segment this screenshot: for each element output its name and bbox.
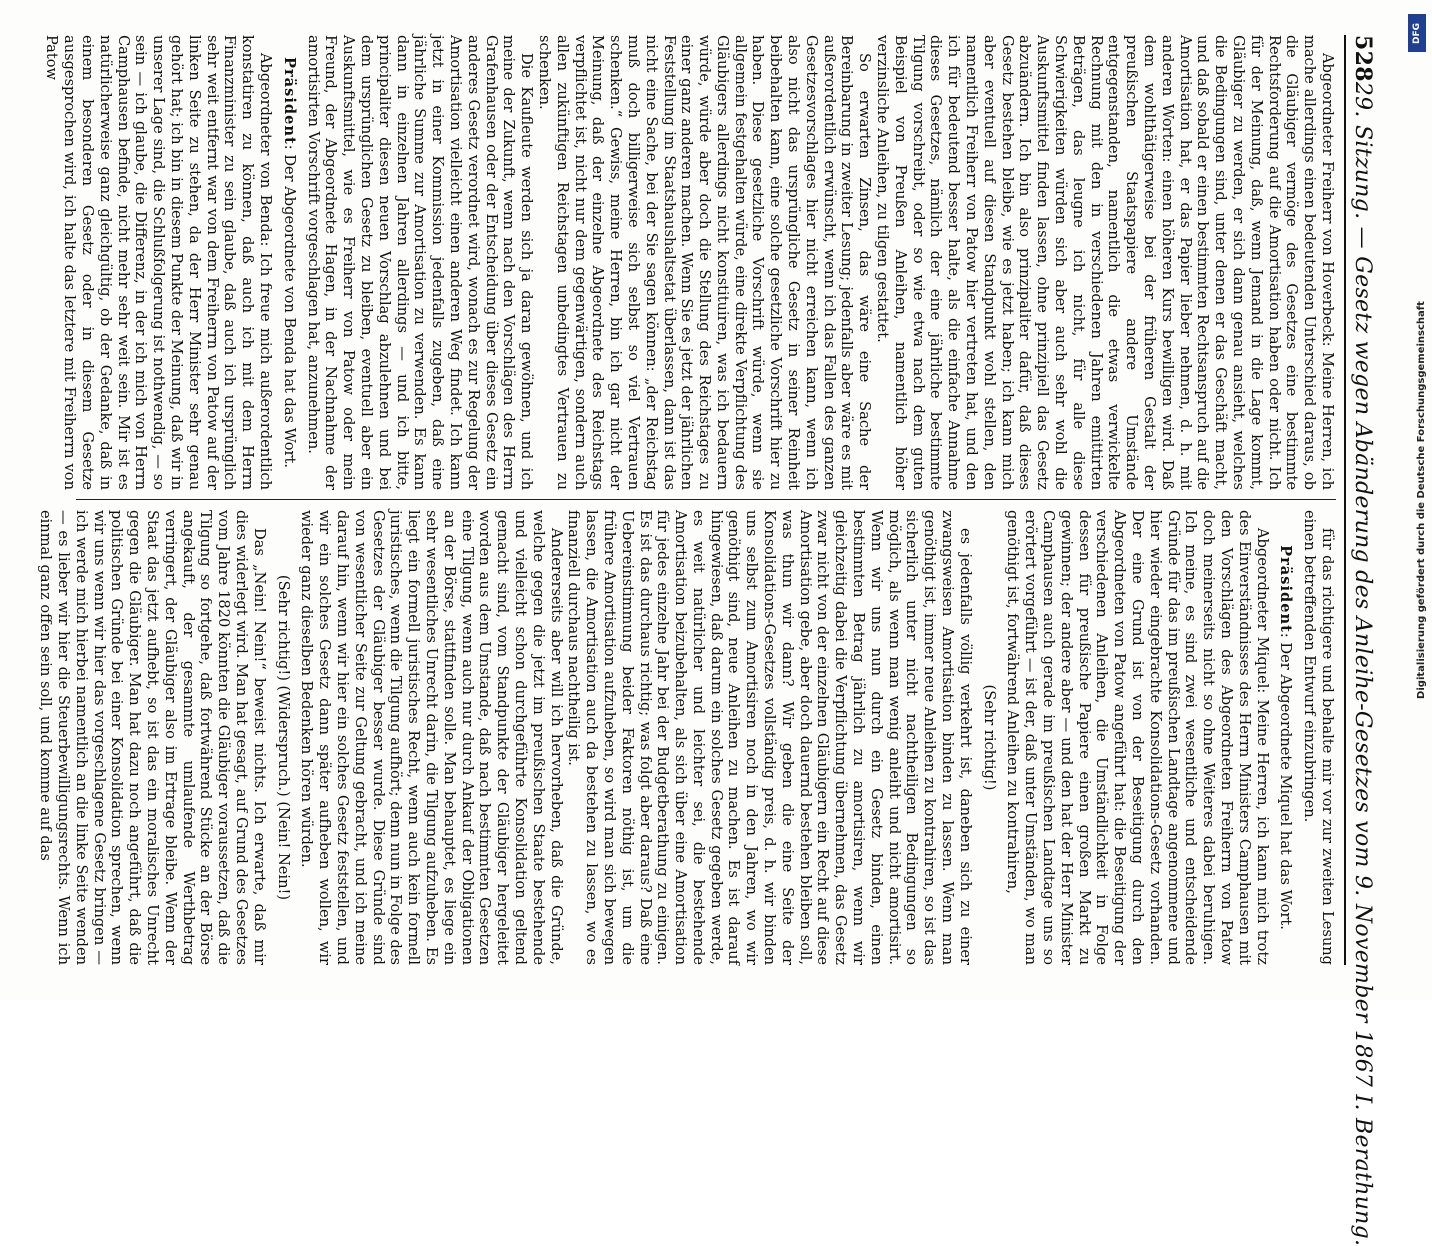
page-number: 528: [1350, 35, 1376, 82]
dfg-logo: DFG: [1408, 14, 1426, 52]
page-header: [1344, 35, 1380, 1246]
paragraph: [298, 510, 565, 965]
paragraph: [36, 510, 267, 965]
funding-footer: Digitalisierung gefördert durch die Deutsche Forschungsgemeinschaft: [1416, 301, 1427, 699]
paragraph: [565, 510, 974, 965]
running-title: 29. Sitzung. — Gesetz wegen Abänderung des Anleihe-Gesetzes vom 9. November 1867 I. Berathung.: [1350, 81, 1376, 1246]
paragraph-text: Abgeordneter Freiherr von Hoverbeck: Meine Herren, ich mache allerdings einen bedeutenden Unterschied daraus, ob die Gläubiger vermöge des Gesetzes eine bestimmte Rechtsforderung auf die Amortisation haben oder nicht. Ich für der Meinung, daß, wenn Jemand in die Lage kommt, Gläubiger zu werden, er sich dann genau ansieht, welches die Bedingungen sind, unter denen er das Geschäft macht, und daß sobald er einen bestimmten Rechtsanspruch auf die Amortisation hat, er das Papier lieber nehmen, d. h. mit anderen Worten: einen höheren Kurs bewilligen wird. Daß dem wohlthätigerweise bei der früheren Gestalt der preußischen Staatspapiere andere Umstände entgegenstanden, namentlich die etwas verwickelte Rechnung mit den in verschiedenen Jahren emittirten Beträgen, das leugne ich nicht, für alle diese Schwierigkeiten würden sich aber auch sehr wohl die Auskunftsmittel finden lassen, ohne prinzipiell das Gesetz abzuändern. Ich bin also prinzipaliter dafür, daß dieses Gesetz bestehen bleibe, wie es jetzt haben; ich kann mich aber eventuell auf diesen Standpunkt wohl stellen, den namentlich Freiherr von Patow hier vertreten hat, und den ich für bedeutend besser halte, als die einfache Annahme dieses Gesetzes, nämlich der eine jährliche bestimmte Tilgung vorschreibt, oder so wie etwa nach dem guten Beispiel von Preußen Anleihen, namentlich höher verzinsliche Anleihen, zu tilgen gestattet.: [874, 35, 1336, 490]
speaker-label: Präsident: [1277, 545, 1295, 633]
paragraph-text: (Sehr richtig!) (Widerspruch.) (Nein! Nein!): [274, 574, 292, 901]
left-column: [43, 35, 1336, 490]
paragraph-text: Der Abgeordnete von Benda hat das Wort.: [280, 154, 298, 468]
paragraph-text: Das „Nein! Nein!“ beweist nichts. Ich erwarte, daß mir dies widerlegt wird. Man hat gesagt, auf Grund des Gesetzes vom Jahre 1820 könnten die Gläubiger voraussetzen, daß die Tilgung so fortgehe, daß fortwährend Stücke an der Börse angekauft, der gesammte umlaufende Werthbetrag verringert, der Gläubiger also im Ertrage bleibe. Wenn der Staat das jetzt aufhebt, so ist das ein moralisches Unrecht gegen die Gläubiger. Man hat dazu noch angeführt, daß die politischen Gründe bei einer Konsolidation sprechen, wenn wir uns wenn wir hier das vorgeschlagene Gesetz bringen — ich werde mich hierbei namentlich an die linke Seite wenden — es lieber wir hier die Steuerbewilligungsrechts. Wenn ich einmal ganz offen sein soll, und komme auf das: [37, 510, 268, 965]
paragraph-text: (Sehr richtig!): [980, 684, 998, 791]
paragraph-text: Andererseits aber will ich hervorheben, daß die Gründe, welche gegen die jetzt im preußischen Staate bestehende und vielleicht schon durchgeführte Konsolidation geltend gemacht sind, vom Standpunkte der Gläubiger hergeleitet worden aus dem Umstande, daß nach bestimmten Gesetzen eine Tilgung, wenn auch nur durch Ankauf der Obligationen an der Börse, stattfinden solle. Man behauptet, es liege ein sehr wesentliches Unrecht darin, die Tilgung aufzuheben. Es liegt ein formell juristisches Recht, wenn auch kein formell juristisches, wenn die Tilgung aufhört; denn nun in Folge des Gesetzes der Gläubiger besser wurde. Diese Gründe sind von wesentlicher Seite zur Geltung gebracht, und ich meine darauf hin, wenn wir hier ein solches Gesetz feststellen, und wir ein solches Gesetz dann später aufheben wollen, wir wieder ganz dieselben Bedenken hören würden.: [298, 510, 565, 965]
paragraph: [1004, 510, 1271, 965]
paragraph: [43, 35, 274, 490]
paragraph-text: Abgeordneter Miquel: Meine Herren, ich kann mich trotz des Einverständnisses des Herrn Ministers Camphausen mit den Vorschlägen des Abgeordneten Freiherrn von Patow doch meinerseits nicht so ohne Weiteres dabei beruhigen. Ich meine, es sind zwei wesentliche und entscheidende Gründe für das im preußischen Landtage angenommene und hier wieder eingebrachte Konsolidations-Gesetz vorhanden. Der eine Grund ist von der Beseitigung durch den Abgeordneten von Patow angeführt hat: die Beseitigung der verschiedenen Anleihen, die Umständlichkeit in Folge dessen für preußische Papiere einen großen Markt zu gewinnen; der andere aber — und den hat der Herr Minister Camphausen auch gerade im preußischen Landtage uns so erörtert vorgeführt — ist der, daß unter Umständen, wo man genöthigt ist, fortwährend Anleihen zu kontrahiren,: [1004, 510, 1271, 965]
paragraph: [1300, 510, 1336, 965]
rotated-document-page: [37, 35, 1380, 1246]
paragraph-text: Abgeordneter von Benda: Ich freue mich außerordentlich konstatiren zu können, daß auch ich mit dem Herrn Finanzminister zu sein glaube, daß auch ich ursprünglich sehr weit entfernt war von dem Freiherrn von Patow auf der linken Seite zu stehen, da der Herr Minister sehr genau gehört hat; ich bin in diesem Punkte der Meinung, daß wir in unserer Lage sind, die Schlußfolgerung ist nothwendig, — so sein — ich glaube, die Differenz, in der ich mich von Herrn Camphausen befinde, nicht mehr sehr weit sein. Mir ist es natürlicherweise ganz gleichgültig, ob der Gedanke, daß in einem besonderen Gesetz oder in diesem Gesetze ausgesprochen wird, ich halte das letztere mit Freiherrn von Patow: [43, 35, 274, 490]
paragraph-text: So erwarten Zinsen, das wäre eine Sache der Bereinbarung in zweiter Lesung; jedenfalls aber wäre es mit außerordentlich erwünscht, wenn ich das Fallen des ganzen Gesetzesvorschlages hier nicht erreichen kann, wenn ich also nicht das ursprüngliche Gesetz in seiner Reinheit beibehalten kann, eine solche gesetzliche Vorschrift hier zu haben. Diese gesetzliche Vorschrift würde, wenn sie allgemein festgehalten würde, eine direkte Verpflichtung des Gläubigers allerdings nicht konstituiren, was ich bedauern würde, würde aber doch die Stellung des Reichstages zu einer ganz anderen machen. Wenn Sie es jetzt der jährlichen Feststellung im Staatshaushaltsetat überlassen, dann ist das nicht eine Sache, bei der Sie sagen können: „der Reichstag muß doch billigerweise sich selbst so viel Vertrauen schenken.“ Gewiss, meine Herren, bin ich gar nicht der Meinung, daß der einzelne Abgeordnete des Reichstags verpflichtet ist, nicht nur dem gegenwärtigen, sondern auch allen zukünftigen Reichstagen unbedingtes Vertrauen zu schenken.: [535, 35, 874, 490]
paragraph: [873, 35, 1336, 490]
centered-note: Präsident: Der Abgeordnete von Benda hat das Wort.: [280, 57, 298, 468]
centered-note: Präsident: Der Abgeordnete Miquel hat das Wort.: [1277, 545, 1295, 930]
centered-note: [980, 510, 998, 965]
centered-note: [274, 510, 292, 965]
speaker-label: Präsident: [280, 57, 298, 145]
paragraph-text: Der Abgeordnete Miquel hat das Wort.: [1277, 642, 1295, 930]
column-divider: [76, 499, 1336, 500]
paragraph: [304, 35, 535, 490]
paragraph-text: Die Kaufleute werden sich ja daran gewöhnen, und ich meine der Zukunft, wenn nach den Vorschlägen des Herrn Grafenhausen oder der Entscheidung über dieses Gesetz ein anderes Gesetz verordnet wird, wonach es zur Regelung der Amortisation vielleicht einen anderen Weg findet. Ich kann jetzt in einer Kommission jedenfalls zugeben, daß eine jährliche Summe zur Amortisation zu verwenden. Es kann dann in einzelnen Jahren allerdings — und ich bitte, principaliter diesen neuen Vorschlag abzulehnen und bei dem ursprünglichen Gesetz zu bleiben, eventuell aber ein Auskunftsmittel, wie es Freiherr von Patow oder mein Freund, der Abgeordnete Hagen, in der Nachnahme der amortisirten Vorschrift vorgeschlagen hat, anzunehmen.: [304, 35, 536, 490]
paragraph: [535, 35, 873, 490]
paragraph-text: es jedenfalls völlig verkehrt ist, daneben sich zu einer zwangsweisen Amortisation binden zu lassen. Wenn man genöthigt ist, immer neue Anleihen zu kontrahiren, so ist das sicherlich unter nicht nachtheiligen Bedingungen so möglich, als wenn man wenig anleiht und nicht amortisirt. Wenn wir uns nun durch ein Gesetz binden, einen bestimmten Betrag jährlich zu amortisiren, wenn wir gleichzeitig dabei die Verpflichtung übernehmen, das Gesetz zwar nicht von der einzelnen Gläubigern ein Recht auf diese Amortisation gebe, aber doch dauernd bestehen bleiben soll, was thun wir dann? Wir geben die eine Seite der Konsolidations-Gesetzes vollständig preis, d. h. wir binden uns selbst zum Amortisiren noch in den Jahren, wo wir genöthigt sind, neue Anleihen zu machen. Es ist darauf hingewiesen, daß darum ein solches Gesetz gegeben werde, es weit natürlicher und leichter sei, die bestehende Amortisation beizubehalten, als sich über eine Amortisation für jedes einzelne Jahr bei der Budgetberathung zu einigen. Es ist das durchaus richtig; was folgt aber daraus? Daß eine Uebereinstimmung beider Faktoren nöthig ist, um die frühere Amortisation aufzuheben, so wird man sich bewegen lassen, die Amortisation auch da bestehen zu lassen, wo es finanziell durchaus nachtheilig ist.: [565, 510, 974, 965]
right-column: [37, 510, 1336, 965]
paragraph-text: für das richtigere und behalte mir vor zur zweiten Lesung einen betreffenden Entwurf einzubringen.: [1301, 510, 1336, 965]
